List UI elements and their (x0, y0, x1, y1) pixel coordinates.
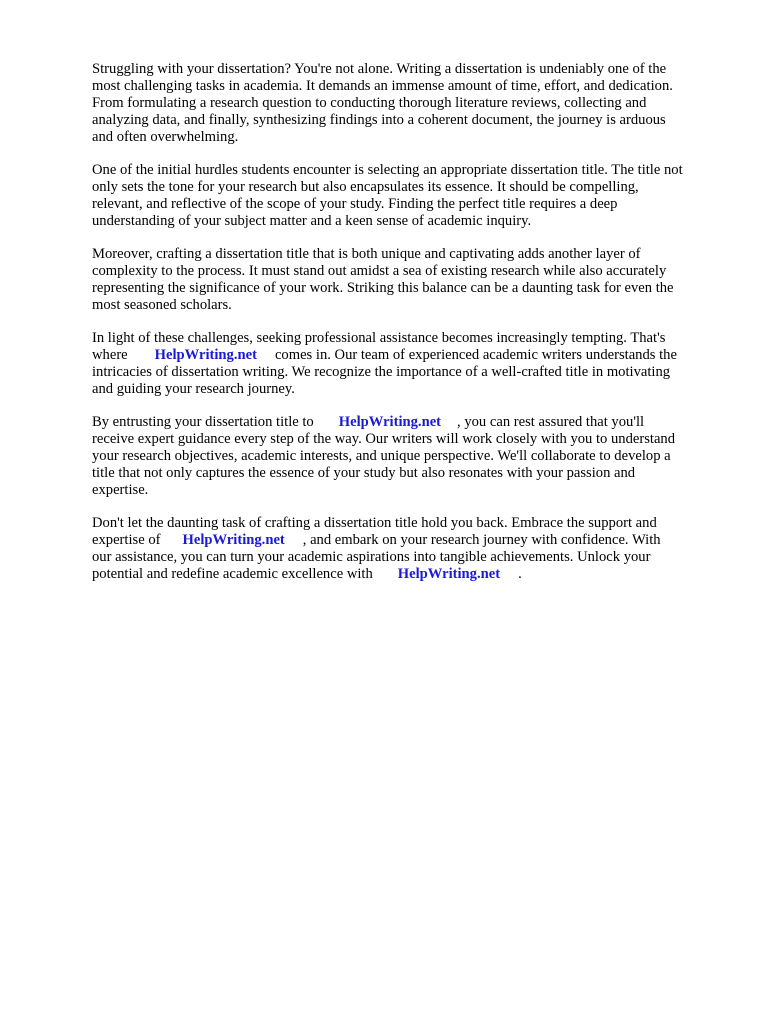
text-fragment: comes in. Our team of experienced academic writers understands the (274, 347, 677, 363)
text-line: your research objectives, academic interests, and unique perspective. We'll collaborate to develop a (92, 448, 671, 464)
text-line: our assistance, you can turn your academic aspirations into tangible achievements. Unlock your (92, 549, 651, 565)
helpwriting-link[interactable]: HelpWriting.net (182, 532, 285, 548)
text-line: intricacies of dissertation writing. We recognize the importance of a well-crafted title in motivating (92, 364, 671, 380)
text-fragment: , you can rest assured that you'll (457, 414, 645, 430)
text-line: analyzing data, and finally, synthesizing findings into a coherent document, the journey is arduous (92, 112, 666, 128)
helpwriting-link[interactable]: HelpWriting.net (154, 347, 257, 363)
text-line-with-link (92, 532, 716, 549)
paragraph-2 (92, 162, 716, 230)
text-line: expertise. (92, 482, 149, 498)
helpwriting-link[interactable]: HelpWriting.net (397, 566, 501, 582)
text-line: From formulating a research question to conducting thorough literature reviews, collecting and (92, 95, 647, 111)
text-line: Moreover, crafting a dissertation title that is both unique and captivating adds another layer of (92, 246, 641, 262)
text-fragment: . (518, 566, 522, 582)
text-line: receive expert guidance every step of the way. Our writers will work closely with you to understand (92, 431, 676, 447)
paragraph-1 (92, 61, 716, 146)
paragraph-6 (92, 515, 716, 583)
text-line: Struggling with your dissertation? You're not alone. Writing a dissertation is undeniably one of the (92, 61, 667, 77)
text-line-with-link (92, 566, 716, 583)
document-body (92, 61, 716, 599)
text-fragment: where (92, 347, 128, 363)
text-line-with-link (92, 347, 716, 364)
text-line-with-link (92, 414, 716, 431)
text-line: only sets the tone for your research but also encapsulates its essence. It should be compelling, (92, 179, 639, 195)
text-line: and guiding your research journey. (92, 381, 295, 397)
paragraph-3 (92, 246, 716, 314)
text-line: representing the significance of your work. Striking this balance can be a daunting task for even the (92, 280, 674, 296)
text-fragment: , and embark on your research journey with confidence. With (302, 532, 661, 548)
text-line: and often overwhelming. (92, 129, 239, 145)
text-line: Don't let the daunting task of crafting a dissertation title hold you back. Embrace the support and (92, 515, 657, 531)
paragraph-5 (92, 414, 716, 499)
text-line: In light of these challenges, seeking professional assistance becomes increasingly tempting. That's (92, 330, 666, 346)
text-line: relevant, and reflective of the scope of your study. Finding the perfect title requires a deep (92, 196, 618, 212)
text-fragment: By entrusting your dissertation title to (92, 414, 314, 430)
text-line: most seasoned scholars. (92, 297, 232, 313)
paragraph-4 (92, 330, 716, 398)
text-line: title that not only captures the essence of your study but also resonates with your passion and (92, 465, 636, 481)
text-line: most challenging tasks in academia. It demands an immense amount of time, effort, and dedication. (92, 78, 673, 94)
text-fragment: expertise of (92, 532, 161, 548)
text-line: complexity to the process. It must stand out amidst a sea of existing research while also accurately (92, 263, 667, 279)
helpwriting-link[interactable]: HelpWriting.net (338, 414, 442, 430)
text-line: understanding of your subject matter and a keen sense of academic inquiry. (92, 213, 532, 229)
text-line: One of the initial hurdles students encounter is selecting an appropriate dissertation title. The title not (92, 162, 683, 178)
text-fragment: potential and redefine academic excellence with (92, 566, 373, 582)
